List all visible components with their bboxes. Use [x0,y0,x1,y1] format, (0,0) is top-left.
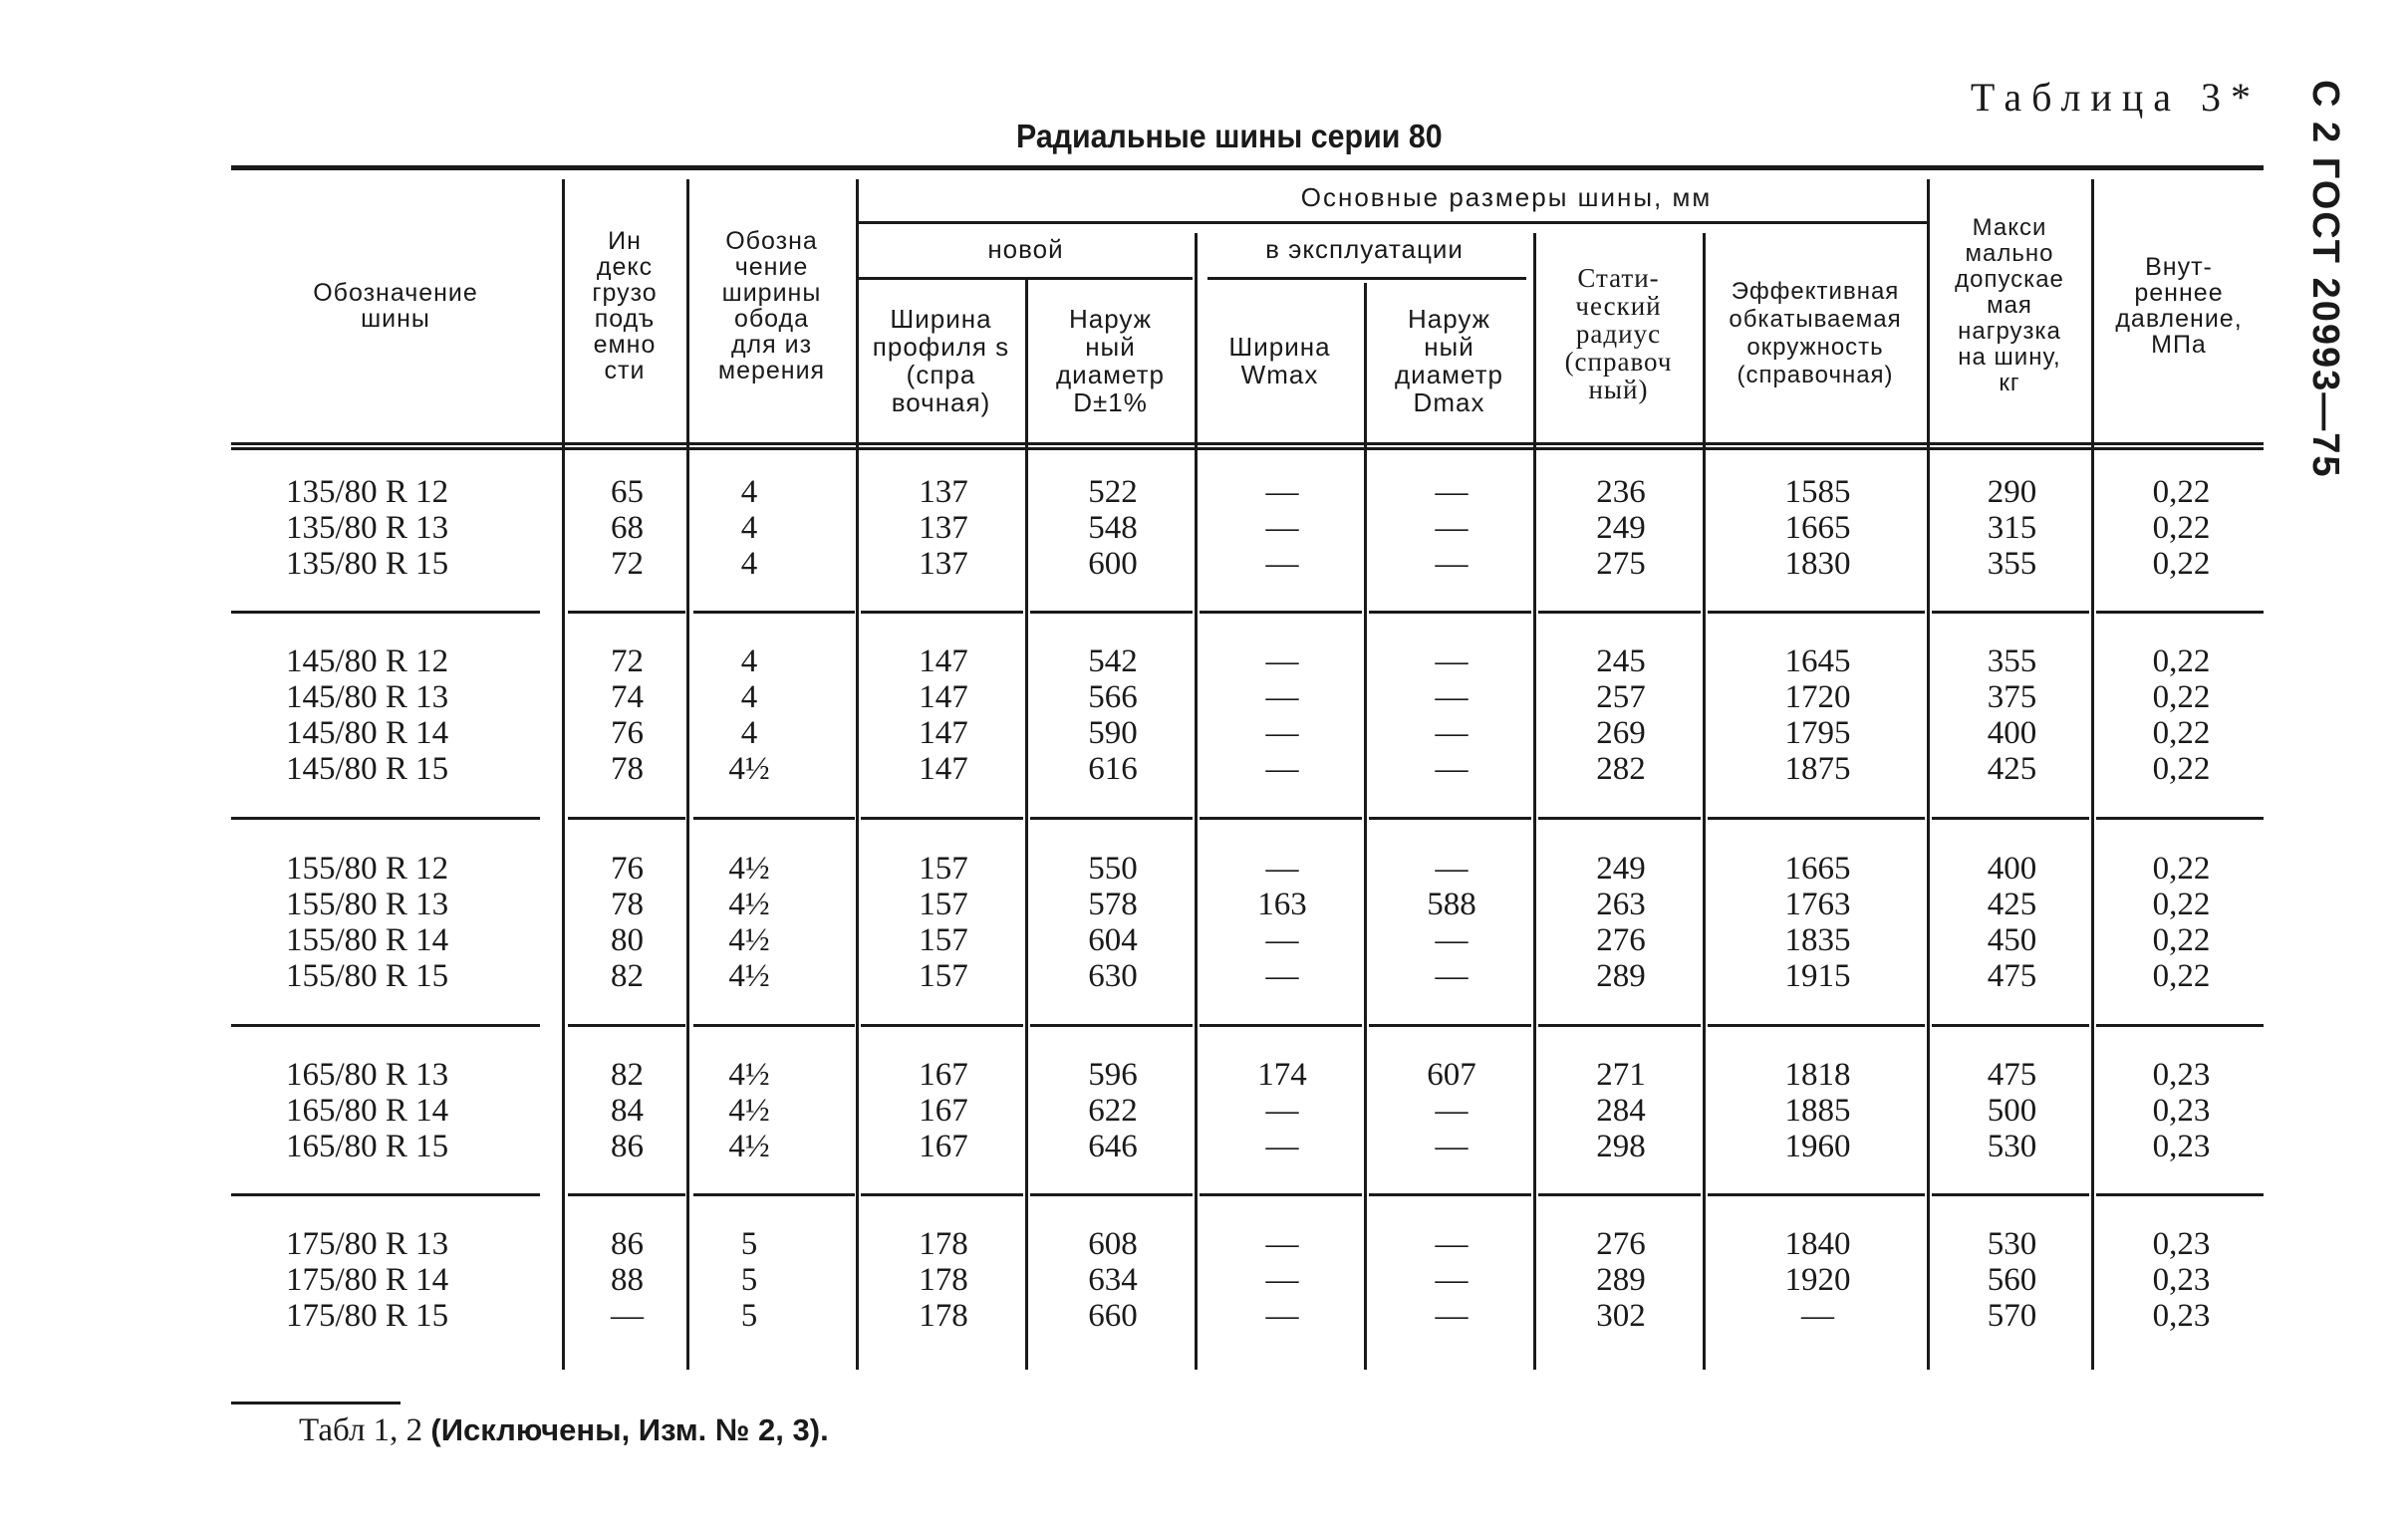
table-cell: 4½ [728,1093,770,1129]
table-cell: 1763 [1784,887,1851,922]
table-cell: 500 [1987,1093,2037,1129]
table-cell: 86 [611,1129,644,1164]
col-divider [1927,179,1930,1370]
document-side-label [2296,80,2396,479]
group-separator [1030,1193,1193,1196]
table-cell: — [1265,679,1299,715]
group-separator [693,1193,855,1196]
table-cell: 0,22 [2152,510,2211,546]
table-cell: — [1435,958,1469,994]
tire-designation-cell: 155/80 R 13 [286,887,449,922]
table-cell: 269 [1596,715,1646,751]
table-cell: 86 [611,1226,644,1262]
table-cell: 178 [919,1226,968,1262]
table-cell: 5 [740,1298,758,1334]
header-rolling-circumference: Эффективная обкатываемая окружность (справочная) [1729,278,1902,388]
table-cell: 1830 [1784,546,1851,582]
table-cell: 596 [1088,1057,1138,1093]
table-cell: 400 [1987,851,2037,887]
col-divider [2091,179,2094,1370]
table-cell: 0,23 [2152,1129,2211,1164]
table-cell: 1665 [1784,851,1851,887]
table-cell: — [1435,1093,1469,1129]
col-divider [856,179,859,1370]
table-cell: 425 [1987,751,2037,787]
group-separator [693,1024,855,1027]
table-cell: 315 [1987,510,2037,546]
tire-designation-cell: 175/80 R 15 [286,1298,449,1334]
table-cell: — [1435,851,1469,887]
table-cell: — [1265,546,1299,582]
table-cell: 178 [919,1262,968,1298]
table-cell: 147 [919,643,968,679]
table-cell: — [1435,510,1469,546]
table-cell: 65 [611,474,644,510]
table-cell: 1885 [1784,1093,1851,1129]
table-cell: 76 [611,851,644,887]
header-pressure: Внут- реннее давление, МПа [2115,253,2243,359]
table-cell: — [1265,958,1299,994]
table-cell: — [1435,1298,1469,1334]
tire-designation-cell: 145/80 R 13 [286,679,449,715]
tire-designation-cell: 135/80 R 12 [286,474,449,510]
table-cell: 282 [1596,751,1646,787]
tire-designation-cell: 155/80 R 14 [286,922,449,958]
group-separator [1932,817,2089,820]
table-cell: 167 [919,1129,968,1164]
tire-designation-cell: 145/80 R 15 [286,751,449,787]
header-bottom-rule [231,442,2264,450]
group-separator [1538,1193,1701,1196]
table-cell: 257 [1596,679,1646,715]
header-main-dimensions: Основные размеры шины, мм [1300,182,1713,212]
group-separator [693,817,855,820]
table-cell: 68 [611,510,644,546]
table-cell: 147 [919,679,968,715]
table-cell: 1835 [1784,922,1851,958]
tire-designation-cell: 135/80 R 13 [286,510,449,546]
table-cell: — [1265,715,1299,751]
table-cell: 4 [740,546,758,582]
table-cell: 289 [1596,1262,1646,1298]
table-cell: 530 [1987,1226,2037,1262]
col-divider [1533,233,1536,1370]
group-separator [1030,611,1193,614]
group-separator [1200,817,1362,820]
table-cell: — [1435,643,1469,679]
group-separator [1538,611,1701,614]
table-cell: 1585 [1784,474,1851,510]
group-separator [1932,611,2089,614]
table-cell: 157 [919,887,968,922]
group-separator [568,1193,685,1196]
table-cell: 276 [1596,1226,1646,1262]
group-separator [861,611,1023,614]
group-separator [1708,1024,1925,1027]
table-cell: 578 [1088,887,1138,922]
tire-designation-cell: 165/80 R 15 [286,1129,449,1164]
table-cell: 0,22 [2152,679,2211,715]
footnote-rule [231,1402,401,1404]
table-cell: 137 [919,510,968,546]
table-cell: 1665 [1784,510,1851,546]
table-cell: 5 [740,1262,758,1298]
table-cell: 74 [611,679,644,715]
table-cell: 1720 [1784,679,1851,715]
col-divider [1195,233,1198,1370]
table-cell: 604 [1088,922,1138,958]
table-cell: 1840 [1784,1226,1851,1262]
table-cell: 82 [611,958,644,994]
table-cell: 0,23 [2152,1226,2211,1262]
table-cell: 475 [1987,958,2037,994]
header-outer-diameter: Наруж ный диаметр D±1% [1056,304,1165,417]
table-cell: — [1435,715,1469,751]
table-cell: 271 [1596,1057,1646,1093]
group-separator [1369,1024,1531,1027]
group-separator [1200,1024,1362,1027]
col-divider [1364,283,1367,1370]
footnote [299,1412,829,1449]
table-cell: — [611,1298,644,1334]
table-cell: 1818 [1784,1057,1851,1093]
table-cell: 0,22 [2152,751,2211,787]
tire-designation-cell: 175/80 R 13 [286,1226,449,1262]
group-separator [1369,1193,1531,1196]
table-cell: — [1435,1129,1469,1164]
table-cell: 236 [1596,474,1646,510]
header-profile-width: Ширина профиля s (спра вочная) [872,304,1010,417]
table-cell: 548 [1088,510,1138,546]
group-separator [693,611,855,614]
table-cell: 475 [1987,1057,2037,1093]
table-cell: — [1265,510,1299,546]
table-cell: — [1435,474,1469,510]
table-cell: 0,23 [2152,1298,2211,1334]
table-cell: 1645 [1784,643,1851,679]
table-cell: 607 [1427,1057,1476,1093]
col-divider [1703,233,1706,1370]
col-divider [562,179,565,1370]
table-cell: 249 [1596,851,1646,887]
table-cell: 284 [1596,1093,1646,1129]
table-cell: 174 [1257,1057,1307,1093]
table-cell: 0,23 [2152,1262,2211,1298]
table-cell: 4½ [728,958,770,994]
group-separator [1708,1193,1925,1196]
table-cell: 88 [611,1262,644,1298]
group-separator [1200,611,1362,614]
table-cell: — [1265,851,1299,887]
header-rule-in-use [1207,277,1526,280]
table-cell: 0,22 [2152,851,2211,887]
table-cell: — [1265,1262,1299,1298]
table-cell: 78 [611,887,644,922]
table-cell: 167 [919,1093,968,1129]
table-cell: 302 [1596,1298,1646,1334]
table-cell: 566 [1088,679,1138,715]
header-new: новой [987,234,1064,264]
table-cell: 0,22 [2152,887,2211,922]
tire-designation-cell: 145/80 R 12 [286,643,449,679]
tire-designation-cell: 165/80 R 13 [286,1057,449,1093]
group-separator [568,1024,685,1027]
standard-code: С 2 ГОСТ 20993—75 [2304,80,2346,479]
table-cell: 0,22 [2152,643,2211,679]
table-cell: — [1801,1298,1834,1334]
footnote-text: (Исключены, Изм. № 2, 3). [430,1412,829,1447]
table-cell: — [1265,751,1299,787]
table-cell: 355 [1987,546,2037,582]
table-cell: 0,23 [2152,1093,2211,1129]
table-cell: 275 [1596,546,1646,582]
group-separator [1030,1024,1193,1027]
table-cell: 1920 [1784,1262,1851,1298]
table-cell: 78 [611,751,644,787]
group-separator [2096,611,2264,614]
table-cell: — [1435,751,1469,787]
tire-designation-cell: 175/80 R 14 [286,1262,449,1298]
group-separator [568,817,685,820]
table-cell: 4 [740,643,758,679]
table-cell: 622 [1088,1093,1138,1129]
table-cell: 550 [1088,851,1138,887]
header-outer-max: Наруж ный диаметр Dmax [1395,304,1503,417]
tire-designation-cell: 135/80 R 15 [286,546,449,582]
group-separator [2096,817,2264,820]
table-cell: — [1265,474,1299,510]
table-cell: 178 [919,1298,968,1334]
table-cell: 289 [1596,958,1646,994]
table-cell: 1875 [1784,751,1851,787]
table-cell: 1915 [1784,958,1851,994]
group-separator [861,817,1023,820]
table-cell: 4½ [728,1057,770,1093]
table-top-rule [231,165,2264,170]
table-cell: 0,23 [2152,1057,2211,1093]
table-title: Радиальные шины серии 80 [1016,118,1443,154]
table-cell: 660 [1088,1298,1138,1334]
footnote-prefix: Табл 1, 2 [299,1412,423,1448]
table-cell: 646 [1088,1129,1138,1164]
table-cell: 590 [1088,715,1138,751]
table-cell: 4½ [728,922,770,958]
table-cell: 425 [1987,887,2037,922]
table-cell: 375 [1987,679,2037,715]
table-cell: 0,22 [2152,922,2211,958]
group-separator [231,1024,540,1027]
header-static-radius: Стати- ческий радиус (справоч ный) [1564,263,1673,404]
group-separator [568,611,685,614]
header-width-max: Ширина Wmax [1228,332,1331,389]
table-cell: 4 [740,510,758,546]
table-cell: 4 [740,715,758,751]
table-cell: 84 [611,1093,644,1129]
table-cell: 167 [919,1057,968,1093]
group-separator [1369,817,1531,820]
group-separator [1030,817,1193,820]
table-cell: 450 [1987,922,2037,958]
table-cell: 249 [1596,510,1646,546]
table-cell: 157 [919,958,968,994]
table-cell: — [1435,1226,1469,1262]
tire-designation-cell: 145/80 R 14 [286,715,449,751]
table-cell: 298 [1596,1129,1646,1164]
table-cell: 137 [919,474,968,510]
table-cell: 4½ [728,887,770,922]
header-designation: Обозначение шины [313,279,478,333]
table-cell: 634 [1088,1262,1138,1298]
table-cell: 630 [1088,958,1138,994]
table-cell: 82 [611,1057,644,1093]
table-cell: 147 [919,715,968,751]
table-cell: — [1435,1262,1469,1298]
tire-designation-cell: 155/80 R 15 [286,958,449,994]
table-cell: 157 [919,851,968,887]
group-separator [2096,1193,2264,1196]
table-cell: 147 [919,751,968,787]
table-cell: 570 [1987,1298,2037,1334]
table-cell: — [1265,922,1299,958]
table-cell: 400 [1987,715,2037,751]
table-cell: 4 [740,474,758,510]
table-cell: 608 [1088,1226,1138,1262]
table-cell: — [1435,679,1469,715]
tire-designation-cell: 165/80 R 14 [286,1093,449,1129]
table-cell: 163 [1257,887,1307,922]
table-cell: 72 [611,546,644,582]
tire-designation-cell: 155/80 R 12 [286,851,449,887]
group-separator [1708,817,1925,820]
table-cell: 80 [611,922,644,958]
table-cell: — [1265,1129,1299,1164]
group-separator [1200,1193,1362,1196]
table-cell: 616 [1088,751,1138,787]
table-cell: — [1265,1093,1299,1129]
table-cell: 157 [919,922,968,958]
header-in-use: в эксплуатации [1265,234,1464,264]
group-separator [861,1193,1023,1196]
table-cell: 560 [1987,1262,2037,1298]
table-cell: 76 [611,715,644,751]
table-cell: 600 [1088,546,1138,582]
table-cell: 542 [1088,643,1138,679]
table-cell: 522 [1088,474,1138,510]
group-separator [231,817,540,820]
group-separator [1369,611,1531,614]
header-rule-main [859,221,1930,224]
header-load-index: Ин декс грузо подъ емно сти [592,227,658,384]
table-cell: 5 [740,1226,758,1262]
table-cell: 4½ [728,851,770,887]
group-separator [2096,1024,2264,1027]
table-cell: 72 [611,643,644,679]
table-cell: 1960 [1784,1129,1851,1164]
col-divider [686,179,689,1370]
table-cell: 0,22 [2152,474,2211,510]
table-cell: 530 [1987,1129,2037,1164]
header-rim: Обозна чение ширины обода для из мерения [717,227,826,384]
group-separator [231,1193,540,1196]
table-cell: 245 [1596,643,1646,679]
table-cell: 290 [1987,474,2037,510]
group-separator [231,611,540,614]
table-cell: 4½ [728,751,770,787]
table-cell: — [1435,922,1469,958]
group-separator [861,1024,1023,1027]
table-cell: 0,22 [2152,546,2211,582]
group-separator [1538,1024,1701,1027]
header-max-load: Макси мально допускае мая нагрузка на шину, кг [1955,214,2064,396]
group-separator [1932,1193,2089,1196]
table-cell: 263 [1596,887,1646,922]
table-number: Таблица 3* [1970,75,2261,120]
col-divider [1025,277,1028,1370]
table-cell: 355 [1987,643,2037,679]
group-separator [1538,817,1701,820]
table-cell: — [1265,1226,1299,1262]
group-separator [1708,611,1925,614]
table-cell: 588 [1427,887,1476,922]
table-cell: — [1265,643,1299,679]
table-cell: — [1435,546,1469,582]
table-cell: 1795 [1784,715,1851,751]
table-cell: 4 [740,679,758,715]
table-cell: — [1265,1298,1299,1334]
group-separator [1932,1024,2089,1027]
table-cell: 276 [1596,922,1646,958]
table-cell: 4½ [728,1129,770,1164]
table-cell: 0,22 [2152,958,2211,994]
table-cell: 0,22 [2152,715,2211,751]
table-cell: 137 [919,546,968,582]
